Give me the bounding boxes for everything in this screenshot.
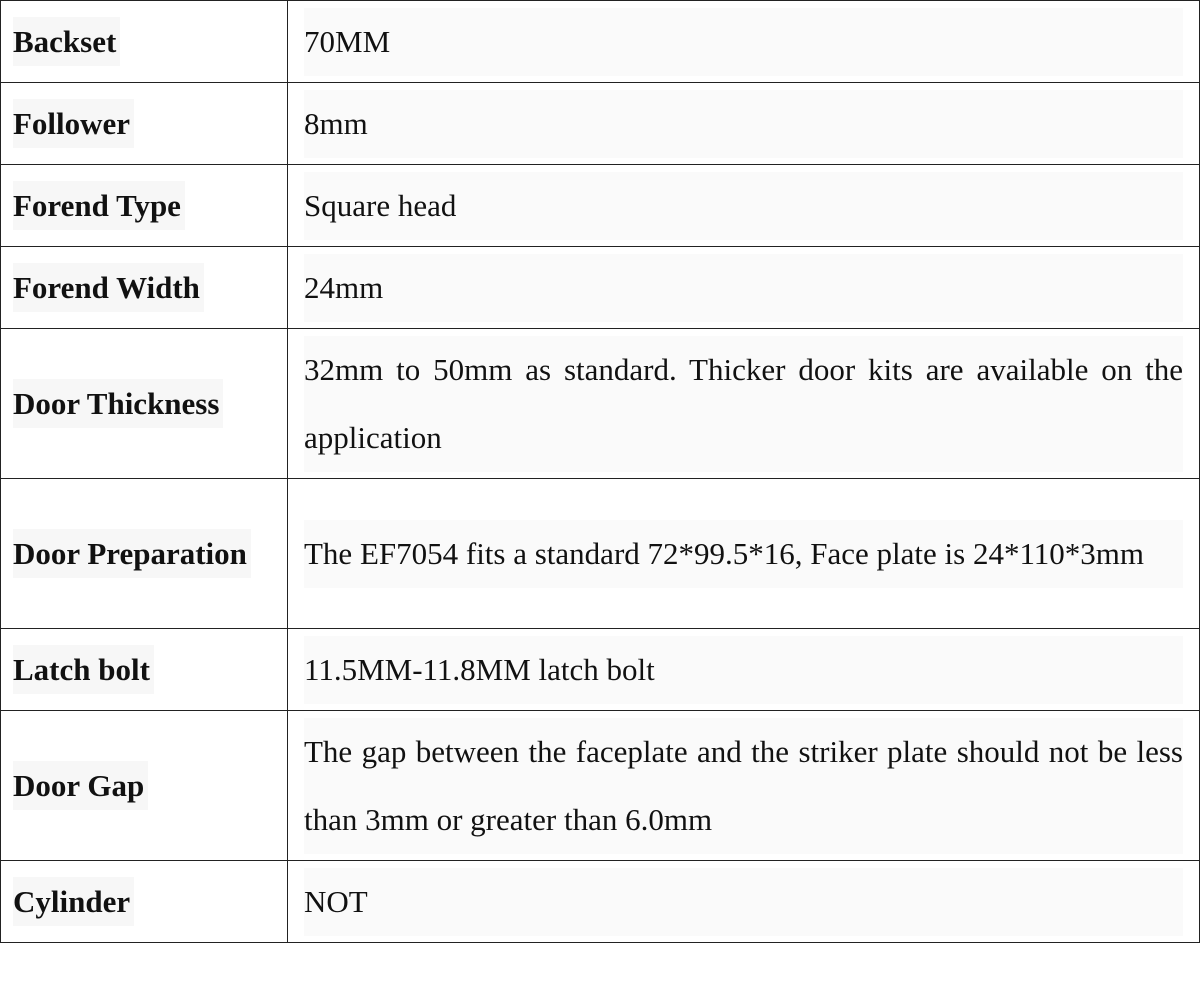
row-value-cell	[288, 629, 1200, 711]
table-row	[1, 479, 1200, 629]
row-label-cell	[1, 83, 288, 165]
row-label: Cylinder	[13, 877, 134, 926]
table-row	[1, 711, 1200, 861]
row-label-cell	[1, 479, 288, 629]
row-label: Door Gap	[13, 761, 148, 810]
row-value: 70MM	[304, 8, 1183, 76]
table-row	[1, 1, 1200, 83]
row-label: Forend Width	[13, 263, 204, 312]
row-value-cell	[288, 479, 1200, 629]
table-row	[1, 247, 1200, 329]
table-row	[1, 329, 1200, 479]
table-row	[1, 629, 1200, 711]
row-value-cell	[288, 165, 1200, 247]
row-value-cell	[288, 1, 1200, 83]
row-value: 32mm to 50mm as standard. Thicker door kits are available on the application	[304, 336, 1183, 472]
row-value-cell	[288, 329, 1200, 479]
row-label: Backset	[13, 17, 120, 66]
row-label: Door Thickness	[13, 379, 223, 428]
row-label-cell	[1, 629, 288, 711]
row-value: The EF7054 fits a standard 72*99.5*16, Face plate is 24*110*3mm	[304, 520, 1183, 588]
row-label: Latch bolt	[13, 645, 154, 694]
row-label: Door Preparation	[13, 529, 251, 578]
row-label-cell	[1, 1, 288, 83]
row-value: 11.5MM-11.8MM latch bolt	[304, 636, 1183, 704]
row-value-cell	[288, 711, 1200, 861]
row-value: The gap between the faceplate and the striker plate should not be less than 3mm or greater than 6.0mm	[304, 718, 1183, 854]
row-label-cell	[1, 329, 288, 479]
row-label-cell	[1, 861, 288, 943]
row-value: Square head	[304, 172, 1183, 240]
row-value-cell	[288, 83, 1200, 165]
table-row	[1, 165, 1200, 247]
table-row	[1, 83, 1200, 165]
table-row	[1, 861, 1200, 943]
row-value: NOT	[304, 868, 1183, 936]
row-label: Forend Type	[13, 181, 185, 230]
row-label: Follower	[13, 99, 134, 148]
row-label-cell	[1, 247, 288, 329]
row-label-cell	[1, 165, 288, 247]
row-label-cell	[1, 711, 288, 861]
row-value-cell	[288, 247, 1200, 329]
row-value: 24mm	[304, 254, 1183, 322]
row-value: 8mm	[304, 90, 1183, 158]
row-value-cell	[288, 861, 1200, 943]
